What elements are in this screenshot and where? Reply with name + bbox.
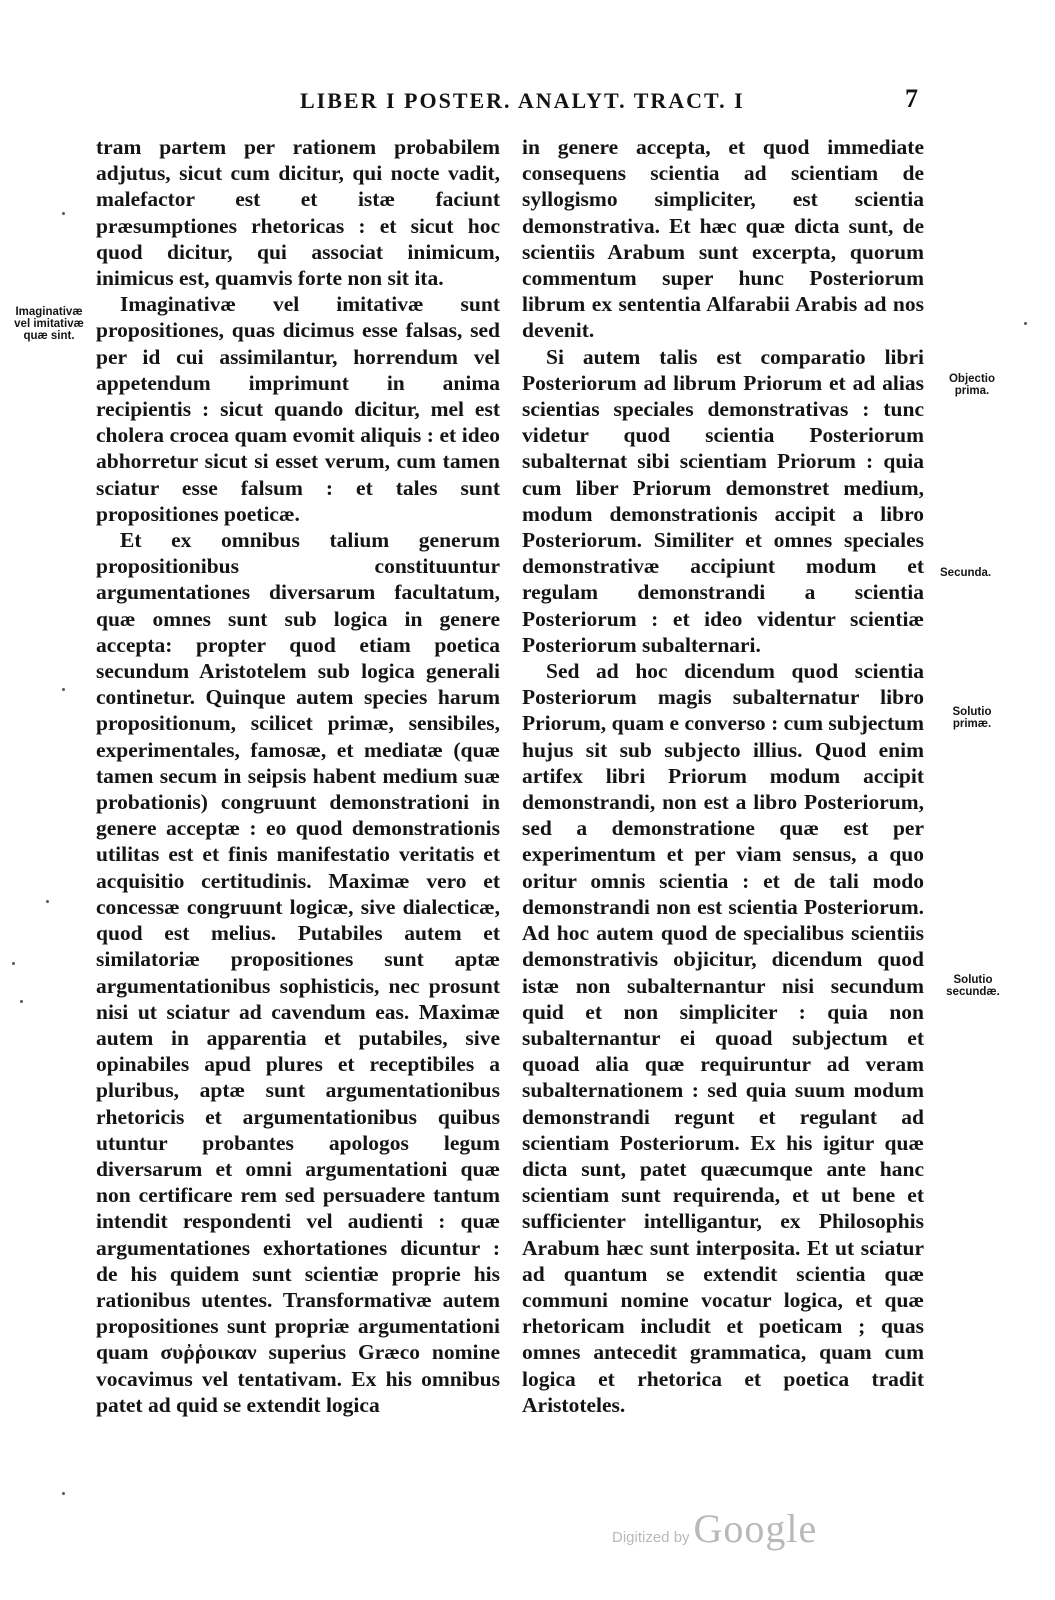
paragraph: in genere accepta, et quod immediate consequens scientia ad scientiam de syllogismo simpliciter, est scientia demonstrativa. Et hæc quæ dicta sunt, de scientiis Arabum sunt excerpta, quorum commentum super hunc Posteriorum librum ex sententia Alfarabii Arabis ad nos devenit. [522,135,924,343]
margin-note-objectio-prima: Objectio prima. [948,373,995,397]
speck [12,962,15,965]
speck [20,1000,23,1003]
google-watermark [612,1505,817,1552]
page-header [0,84,1055,128]
speck [62,1492,65,1495]
speck [62,688,65,691]
watermark-prefix: Digitized by [612,1529,690,1546]
speck [62,212,65,215]
margin-note-solutio-secundae: Solutio secundæ. [946,974,1000,998]
paragraph: Si autem talis est comparatio libri Posteriorum ad librum Priorum et ad alias scientias speciales demonstrativas : tunc videtur quod scientia Posteriorum subalternat sibi scientiam Priorum : quia cum liber Priorum demonstret medium, modum demonstrationis accipit a libro Posteriorum. Similiter et omnes speciales demonstrativæ accipiunt modum et regulam demonstrandi a scientia Posteriorum : et ideo videntur scientiæ Posteriorum subalternari. [522,344,924,657]
paragraph: Sed ad hoc dicendum quod scientia Posteriorum magis subalternatur libro Priorum, quam e converso : cum subjectum hujus sit sub subjecto illius. Quod enim artifex libri Priorum modum accipit demonstrandi, non est a libro Posteriorum, sed a demonstratione quæ est per experimentum et per viam sensus, a quo oritur omnis scientia : et de tali modo demonstrandi non est scientia Posteriorum. Ad hoc autem quod de specialibus scientiis demonstrativis objicitur, dicendum quod istæ non subalternantur nisi secundum quid et non simpliciter : quia non subalternantur ei quoad subjectum et quoad alia quæ requiruntur ad veram subalternationem : sed quia suum modum demonstrandi regunt et regulant ad scientiam Posteriorum. Ex his igitur quæ dicta sunt, patet quæcumque ante hanc scientiam sunt requirenda, et ut bene et sufficienter intelligantur, ex Philosophis Arabum hæc sunt interposita. Et ut sciatur ad quantum se extendit scientia quæ communi nomine vocatur logica, et quæ rhetoricam includit et poeticam ; quas omnes antecedit grammatica, quam cum logica et rhetorica et poetica tradit Aristoteles. [522,659,924,1417]
paragraph: tram partem per rationem probabilem adjutus, sicut cum dicitur, qui nocte vadit, malefactor est et istæ faciunt præsumptiones rhetoricas : et sicut hoc quod dicitur, qui associat inimicum, inimicus est, quamvis forte non sit ita. [96,135,500,291]
margin-note-solutio-primae: Solutio primæ. [952,706,992,730]
paragraph: Et ex omnibus talium generum propositionibus constituuntur argumentationes diversarum facultatum, quæ omnes sunt sub logica in genere accepta: propter quod etiam poetica secundum Aristotelem sub logica generali continetur. Quinque autem species harum propositionum, scilicet primæ, sensibiles, experimentales, famosæ, et mediatæ (quæ tamen secum in seipsis habent medium suæ probationis) congruunt demonstrationi in genere acceptæ : eo quod demonstrationis utilitas est et finis manifestatio veritatis et acquisitio certitudinis. Maximæ vero et concessæ congruunt logicæ, sive dialecticæ, quod est melius. Putabiles autem et similatoriæ propositiones sunt aptæ argumentationibus sophisticis, nec prosunt nisi ut sciatur ad cavendum eas. Maximæ autem in apparentia et putabiles, sive opinabiles apud plures et receptibiles a pluribus, aptæ sunt argumentationibus rhetoricis et argumentationibus quibus utuntur probantes apologos legum diversarum et omni argumentationi quæ non certificare rem sed persuadere tantum intendit respondenti vel audienti : quæ argumentationes exhortationes dicuntur : de his quidem sunt scientiæ proprie his rationibus utentes. Transformativæ autem propositiones sunt propriæ argumentationi quam συῤῥοικαν superius Græco nomine vocavimus vel tentativam. Ex his omnibus patet ad quid se extendit logica [96,528,500,1417]
left-column [96,134,500,1418]
right-column [522,134,924,1418]
running-title: LIBER I POSTER. ANALYT. TRACT. I [300,88,745,113]
speck [1024,322,1027,325]
google-logo: Google [693,1506,818,1551]
page-number: 7 [905,84,918,113]
paragraph: Imaginativæ vel imitativæ sunt propositiones, quas dicimus esse falsas, sed per id cui assimilantur, horrendum vel appetendum imprimunt in anima recipientis : sicut quando dicitur, mel est cholera crocea quam evomit aliquis : et ideo abhorretur sicut si esset verum, cum tamen sciatur esse falsum : et tales sunt propositiones poeticæ. [96,292,500,526]
speck [46,900,49,903]
margin-note-imaginativae: Imaginativæ vel imitativæ quæ sint. [14,306,84,342]
margin-note-secunda: Secunda. [940,567,992,579]
